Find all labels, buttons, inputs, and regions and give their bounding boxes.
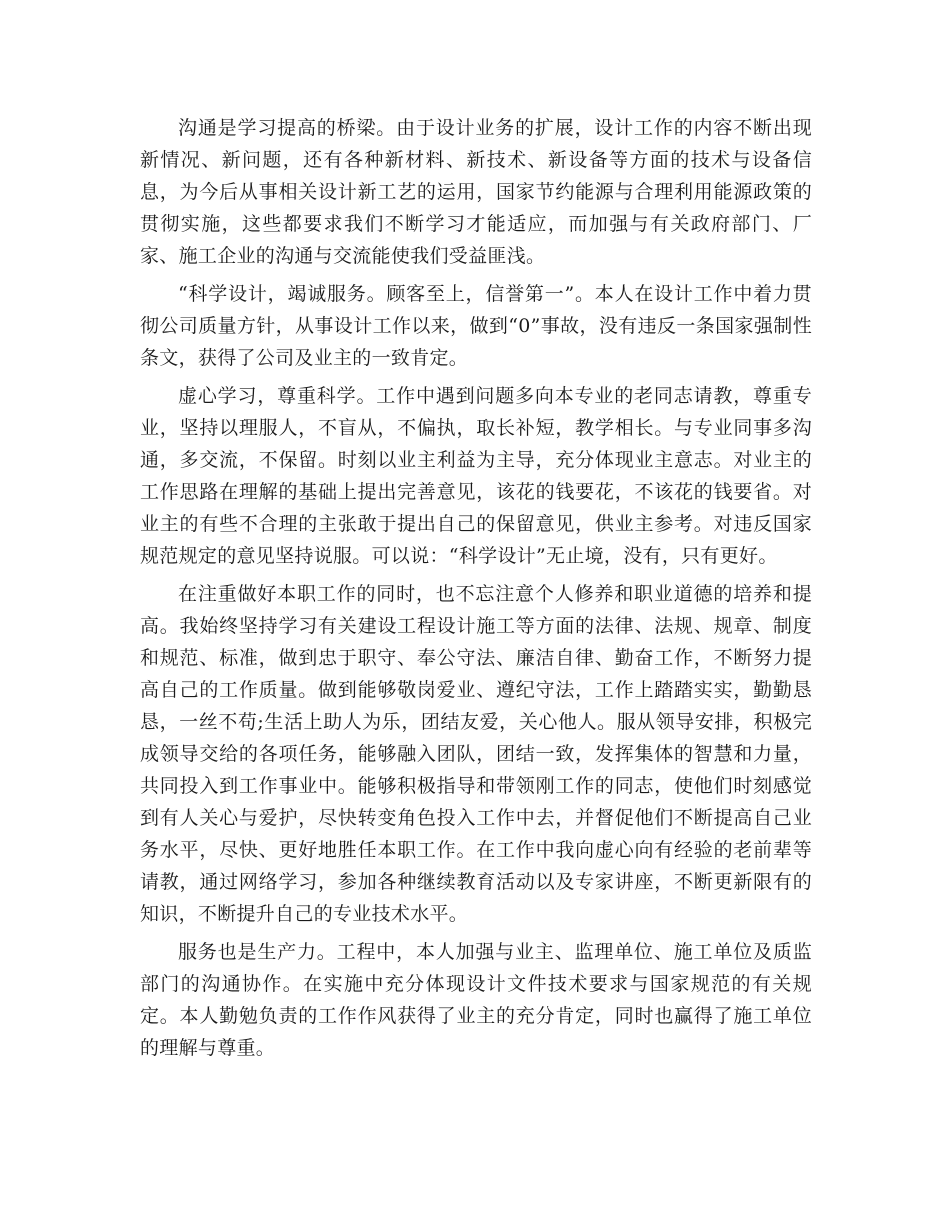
document-body [140, 112, 812, 1070]
paragraph-professional-ethics: 在注重做好本职工作的同时，也不忘注意个人修养和职业道德的培养和提高。我始终坚持学习有关建设工程设计施工等方面的法律、法规、规章、制度和规范、标准，做到忠于职守、奉公守法、廉洁自律、勤奋工作，不断努力提高自己的工作质量。做到能够敬岗爱业、遵纪守法，工作上踏踏实实，勤勤恳恳，一丝不苟;生活上助人为乐，团结友爱，关心他人。服从领导安排，积极完成领导交给的各项任务，能够融入团队，团结一致，发挥集体的智慧和力量，共同投入到工作事业中。能够积极指导和带领刚工作的同志，使他们时刻感觉到有人关心与爱护，尽快转变角色投入工作中去，并督促他们不断提高自己业务水平，尽快、更好地胜任本职工作。在工作中我向虚心向有经验的老前辈等请教，通过网络学习，参加各种继续教育活动以及专家讲座，不断更新限有的知识，不断提升自己的专业技术水平。 [140, 583, 812, 925]
paragraph-quality-motto: “科学设计，竭诚服务。顾客至上，信誉第一”。本人在设计工作中着力贯彻公司质量方针，从事设计工作以来，做到“0”事故，没有违反一条国家强制性条文，获得了公司及业主的一致肯定。 [140, 283, 812, 369]
paragraph-communication: 沟通是学习提高的桥梁。由于设计业务的扩展，设计工作的内容不断出现新情况、新问题，还有各种新材料、新技术、新设备等方面的技术与设备信息，为今后从事相关设计新工艺的运用，国家节约能源与合理利用能源政策的贯彻实施，这些都要求我们不断学习才能适应，而加强与有关政府部门、厂家、施工企业的沟通与交流能使我们受益匪浅。 [140, 117, 812, 267]
paragraph-humble-learning: 虚心学习，尊重科学。工作中遇到问题多向本专业的老同志请教，尊重专业，坚持以理服人，不盲从，不偏执，取长补短，教学相长。与专业同事多沟通，多交流，不保留。时刻以业主利益为主导，充分体现业主意志。对业主的工作思路在理解的基础上提出完善意见，该花的钱要花，不该花的钱要省。对业主的有些不合理的主张敢于提出自己的保留意见，供业主参考。对违反国家规范规定的意见坚持说服。可以说：“科学设计”无止境，没有，只有更好。 [140, 385, 812, 567]
paragraph-service-productivity: 服务也是生产力。工程中，本人加强与业主、监理单位、施工单位及质监部门的沟通协作。在实施中充分体现设计文件技术要求与国家规范的有关规定。本人勤勉负责的工作作风获得了业主的充分肯定，同时也赢得了施工单位的理解与尊重。 [140, 941, 812, 1059]
